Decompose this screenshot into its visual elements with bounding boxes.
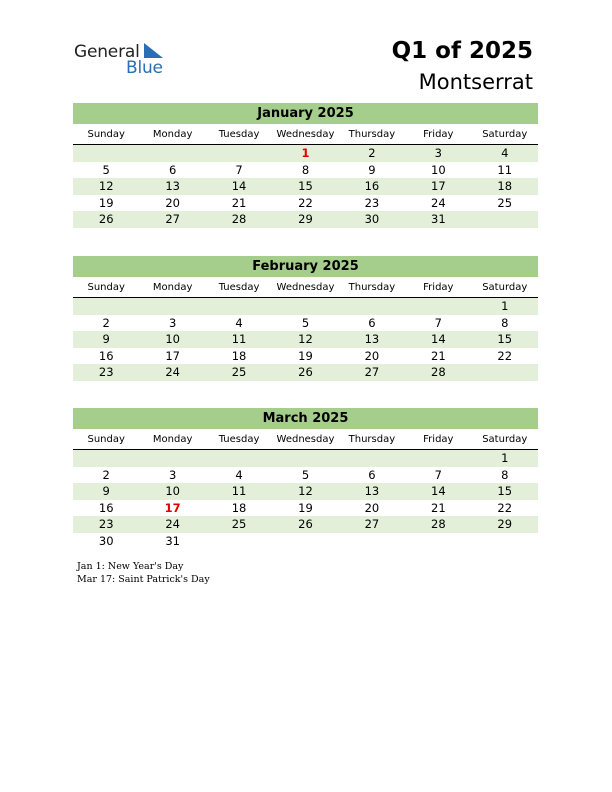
week-row [73, 500, 538, 517]
day-cell: 8 [301, 162, 310, 177]
day-cell: 13 [364, 332, 380, 347]
week-row [73, 450, 538, 467]
day-cell: 13 [165, 179, 180, 194]
week-row [73, 331, 538, 348]
day-cell: 11 [231, 484, 247, 499]
day-cell: 7 [235, 162, 243, 177]
day-cell: 24 [165, 365, 180, 380]
day-cell: 16 [98, 500, 114, 515]
day-cell [272, 298, 338, 315]
weekday-label: Friday [423, 282, 454, 293]
day-cell: 20 [165, 195, 180, 210]
day-cell: 25 [497, 195, 513, 210]
week-row [73, 195, 538, 212]
day-cell: 25 [231, 517, 247, 532]
weekday-label: Monday [152, 282, 193, 293]
day-cell [206, 145, 272, 162]
week-row [73, 145, 538, 162]
day-cell: 18 [231, 348, 247, 363]
day-cell: 19 [298, 500, 313, 515]
weekday-label: Saturday [482, 129, 528, 140]
weekday-label: Friday [423, 434, 454, 445]
weekday-label: Wednesday [276, 282, 335, 293]
day-cell: 18 [231, 500, 247, 515]
day-cell: 31 [165, 533, 180, 548]
day-cell: 27 [165, 212, 180, 227]
week-row [73, 315, 538, 332]
day-cell: 24 [165, 517, 180, 532]
day-cell: 5 [301, 315, 310, 330]
month-header: March 2025 [73, 408, 538, 429]
day-cell: 23 [364, 195, 380, 210]
day-cell [139, 450, 205, 467]
week-row [73, 364, 538, 381]
day-cell: 19 [98, 195, 114, 210]
day-cell: 6 [368, 467, 376, 482]
day-cell [405, 298, 471, 315]
weekday-header-row [73, 430, 538, 450]
day-cell: 3 [168, 467, 177, 482]
weekday-label: Saturday [482, 282, 528, 293]
week-row [73, 162, 538, 179]
day-cell: 30 [364, 212, 380, 227]
day-cell: 20 [364, 500, 380, 515]
day-cell: 18 [497, 179, 513, 194]
day-cell: 4 [501, 146, 509, 160]
day-cell: 28 [431, 517, 446, 532]
day-cell: 22 [497, 348, 513, 363]
day-cell: 27 [364, 365, 380, 380]
weekday-header-row [73, 278, 538, 298]
day-cell [339, 298, 405, 315]
day-cell [472, 364, 538, 381]
day-cell [405, 533, 471, 550]
day-cell: 12 [98, 179, 114, 194]
day-cell: 12 [298, 484, 313, 499]
month-calendar-february [73, 256, 538, 381]
weekday-label: Monday [152, 129, 193, 140]
day-cell: 28 [431, 365, 446, 380]
weekday-label: Tuesday [218, 434, 260, 445]
day-cell [206, 298, 272, 315]
day-cell: 4 [235, 315, 243, 330]
day-cell: 2 [102, 315, 110, 330]
day-cell: 14 [431, 484, 446, 499]
day-cell: 3 [168, 315, 177, 330]
day-cell [73, 145, 139, 162]
day-cell: 11 [231, 332, 247, 347]
day-cell: 26 [298, 365, 313, 380]
weekday-label: Friday [423, 129, 454, 140]
weekday-label: Sunday [87, 129, 125, 140]
day-cell: 26 [298, 517, 313, 532]
week-row [73, 211, 538, 228]
day-cell: 1 [501, 451, 509, 465]
day-cell [472, 211, 538, 228]
day-cell: 28 [231, 212, 247, 227]
day-cell: 21 [231, 195, 247, 210]
day-cell: 21 [431, 348, 446, 363]
page-title: Q1 of 2025 [391, 38, 533, 64]
day-cell: 21 [431, 500, 446, 515]
week-row [73, 298, 538, 315]
day-cell: 11 [497, 162, 513, 177]
day-cell: 15 [497, 332, 513, 347]
day-cell [272, 533, 338, 550]
day-cell: 1 [501, 299, 509, 313]
week-row [73, 516, 538, 533]
day-cell: 7 [434, 315, 442, 330]
day-cell: 17 [431, 179, 446, 194]
weekday-label: Tuesday [218, 129, 260, 140]
weekday-header-row [73, 125, 538, 145]
day-cell: 2 [102, 467, 110, 482]
day-cell: 27 [364, 517, 380, 532]
day-cell: 29 [497, 517, 513, 532]
day-cell: 6 [368, 315, 376, 330]
page-subtitle: Montserrat [418, 70, 533, 94]
day-cell: 16 [98, 348, 114, 363]
day-cell: 8 [501, 467, 509, 482]
day-cell: 22 [298, 195, 313, 210]
day-cell: 26 [98, 212, 114, 227]
logo-text-general: General [74, 42, 140, 62]
day-cell: 9 [368, 162, 376, 177]
day-cell: 14 [231, 179, 247, 194]
day-cell [139, 298, 205, 315]
logo-text-blue: Blue [126, 58, 163, 78]
week-row [73, 533, 538, 550]
day-cell: 12 [298, 332, 313, 347]
day-cell: 10 [431, 162, 446, 177]
day-cell: 9 [102, 332, 110, 347]
week-row [73, 178, 538, 195]
weekday-label: Thursday [348, 282, 396, 293]
day-cell: 9 [102, 484, 110, 499]
month-calendar-march [73, 408, 538, 550]
day-cell [206, 533, 272, 550]
day-cell: 5 [301, 467, 310, 482]
weekday-label: Thursday [348, 129, 396, 140]
holiday-note: Jan 1: New Year's Day [77, 561, 184, 572]
day-cell [73, 298, 139, 315]
logo-triangle-icon [142, 43, 164, 59]
week-row [73, 483, 538, 500]
day-cell: 16 [364, 179, 380, 194]
generalblue-logo [74, 42, 174, 78]
day-cell: 10 [165, 484, 180, 499]
day-cell: 10 [165, 332, 180, 347]
day-cell: 29 [298, 212, 313, 227]
day-cell: 2 [368, 146, 376, 160]
day-cell [339, 450, 405, 467]
day-cell: 30 [98, 533, 114, 548]
day-cell: 22 [497, 500, 513, 515]
month-calendar-january [73, 103, 538, 228]
day-cell [339, 533, 405, 550]
day-cell [405, 450, 471, 467]
day-cell: 7 [434, 467, 442, 482]
day-cell: 15 [298, 179, 313, 194]
day-cell: 17 [165, 348, 180, 363]
day-cell [272, 450, 338, 467]
day-cell: 15 [497, 484, 513, 499]
day-cell: 23 [98, 365, 114, 380]
day-cell: 25 [231, 365, 247, 380]
month-header: February 2025 [73, 256, 538, 277]
day-cell: 8 [501, 315, 509, 330]
day-cell: 31 [431, 212, 446, 227]
holiday-note: Mar 17: Saint Patrick's Day [77, 574, 210, 585]
day-cell: 3 [434, 146, 442, 160]
weekday-label: Wednesday [276, 434, 335, 445]
weekday-label: Thursday [348, 434, 396, 445]
day-cell: 5 [102, 162, 110, 177]
month-header: January 2025 [73, 103, 538, 124]
day-cell: 19 [298, 348, 313, 363]
day-cell [472, 533, 538, 550]
day-cell: 20 [364, 348, 380, 363]
day-cell: 24 [431, 195, 446, 210]
holiday-day-cell: 17 [164, 500, 181, 515]
week-row [73, 348, 538, 365]
day-cell: 4 [235, 467, 243, 482]
day-cell [206, 450, 272, 467]
weekday-label: Wednesday [276, 129, 335, 140]
day-cell [73, 450, 139, 467]
day-cell [139, 145, 205, 162]
weekday-label: Tuesday [218, 282, 260, 293]
week-row [73, 467, 538, 484]
day-cell: 13 [364, 484, 380, 499]
weekday-label: Sunday [87, 434, 125, 445]
weekday-label: Monday [152, 434, 193, 445]
holiday-day-cell: 1 [301, 146, 310, 160]
holiday-notes [77, 560, 210, 586]
weekday-label: Saturday [482, 434, 528, 445]
day-cell: 23 [98, 517, 114, 532]
weekday-label: Sunday [87, 282, 125, 293]
day-cell: 14 [431, 332, 446, 347]
day-cell: 6 [168, 162, 177, 177]
